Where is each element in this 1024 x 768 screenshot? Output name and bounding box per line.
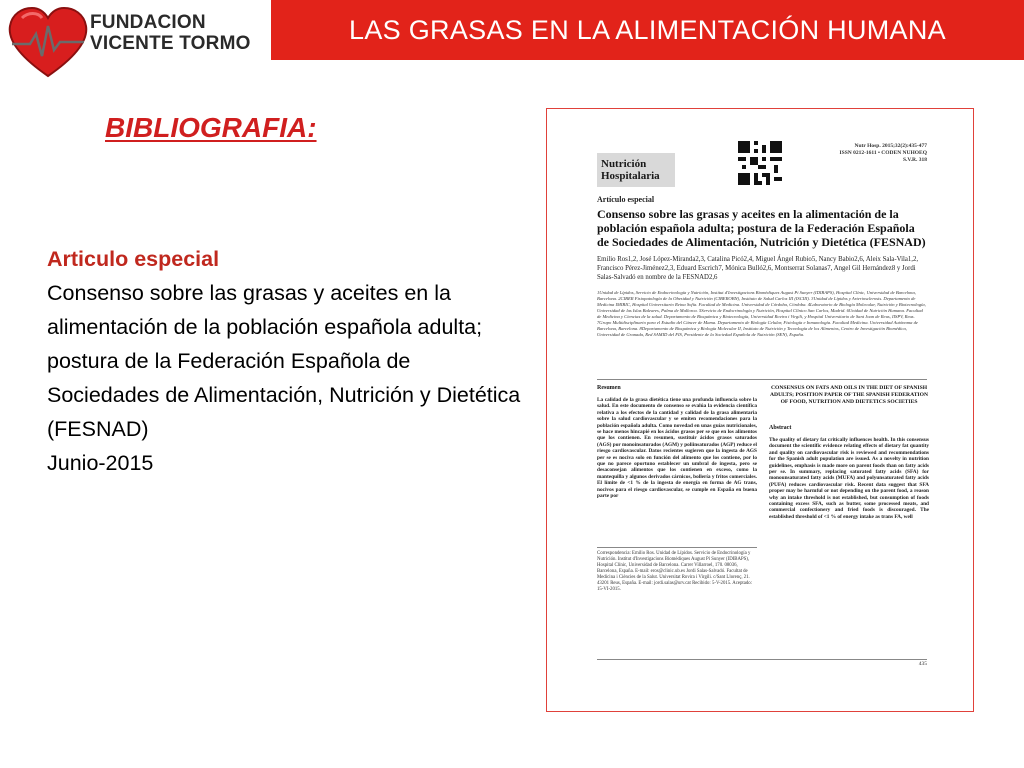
abstract-heading: Abstract [769,425,792,431]
paper-meta-line: S.V.R. 318 [902,157,927,163]
reference-block [47,242,525,480]
qr-code-icon [738,141,782,185]
resumen-text: La calidad de la grasa dietética tiene una profunda influencia sobre la salud. En este documento de consenso se evalúa la evidencia científica relativa a los efectos de la cantidad y calidad de la grasa alimentaria sobre la salud cardiovascular y se emiten recomendaciones para la población española adulta. Como novedad en unas guías nutricionales, se hace menos hincapié en los ácidos grasos per se que en los alimentos que los contienen. En resumen, sustituir ácidos grasos saturados (AGS) por monoinsaturados (AGM) y poliinsaturados (AGP) reduce el riesgo cardiovascular. Datos recientes sugieren que la ingesta de AGS per se es nociva solo en función del alimento que los contiene, por lo que no parece oportuno establecer un umbral de ingesta, pero se desaconsejan alimentos que los contienen en exceso, como la mantequilla y algunos derivados cárnicos, bollería y fritos comerciales. El límite de <1 % de la ingesta de energía en forma de AG trans, nocivos para el riesgo cardiovascular, se cumple en España en buena parte por [597,397,757,500]
logo-text [90,12,251,54]
divider [597,379,927,380]
paper-title: Consenso sobre las grasas y aceites en la alimentación de la población española adulta; postura de la Federación Española de Sociedades de Alimentación, Nutrición y Dietética (FESNAD) [597,207,926,249]
abstract-text: The quality of dietary fat critically influences health. In this consensus document the scientific evidence relating effects of dietary fat quantity and quality on cardiovascular risk is reviewed and recommendations for the Spanish adult population are issued. As a novelty in nutrition guidelines, emphasis is made more on parent foods than on fatty acids per se. In summary, replacing saturated fatty acids (SFA) for monounsaturated fatty acids (MUFA) and polyunsaturated fatty acids (PUFA) reduces cardiovascular risk. Recent data suggest that SFA proper may be harmful or not depending on the parent food, a reason why an intake threshold is not established, but consumption of foods containing excess SFA, such as butter, some processed meats, and commercial confectionery and fried foods is discouraged. The established threshold of <1 % of energy intake as trans FA, well [769,437,929,520]
journal-logo [597,153,675,187]
correspondence: Correspondencia: Emilio Ros. Unidad de Lípidos. Servicio de Endocrinología y Nutrición. Institut d'Investigacions Biomèdiques August Pi Sunyer (IDIBAPS), Hospital Clínic, Universidad de Barcelona. Carrer Villarroel, 170. 08036, Barcelona, España. E-mail: eros@clinic.ub.es Jordi Salas-Salvadó. Facultat de Medicina i Ciències de la Salut. Universitat Rovira i Virgili. c/Sant Llorenç, 21. 43201 Reus, España. E-mail: jordi.salas@urv.cat Recibido: 5-V-2015. Aceptado: 15-VI-2015. [597,551,752,592]
journal-name-line: Nutrición [601,158,647,170]
journal-name-line: Hospitalaria [601,170,660,182]
paper-thumbnail [546,108,974,712]
paper-affiliations: 1Unidad de Lípidos, Servicio de Endocrinología y Nutrición, Institut d'Investigacions Biomèdiques August Pi Sunyer (IDIBAPS), Hospital Clínic, Universidad de Barcelona, Barcelona. 2CIBER Fisiopatología de la Obesidad y Nutrición (CIBEROBN), Instituto de Salud Carlos III (ISCIII). 3Unidad de Lípidos y Arteriosclerosis. Departamento de Medicina IMIBIC, Hospital Universitario Reina Sofía. Facultad de Medicina. Universidad de Córdoba, Córdoba. 4Laboratorio de Biología Molecular, Nutrición y Biotecnología, Universidad de las Islas Baleares, Palma de Mallorca. 5Servicio de Endocrinología y Nutrición, Hospital Clínico San Carlos, Madrid. 6Unidad de Nutrición Humana. Facultad de Medicina y Ciencias de la salud. Departamento de Bioquímica y Biotecnología, Universidad Rovira i Virgili, y Hospital Universitario de Sant Joan de Reus, IISPV, Reus. 7Grupo Multidisciplinario para el Estudio del Cáncer de Mama. Departamento de Biología Celular, Fisiología e Inmunología. Facultad Medicina. Universidad Autónoma de Barcelona, Barcelona. 8Departamento de Bioquímica y Biología Molecular II, Instituto de Nutrición y Tecnología de los Alimentos, Centro de Investigación Biomédica, Universidad de Granada, Red SAMID del FIS, Presidente de la Sociedad Española de Nutrición (SEN), España. [597,290,926,337]
logo-line-2: VICENTE TORMO [90,33,251,54]
consensus-title: CONSENSUS ON FATS AND OILS IN THE DIET OF SPANISH ADULTS; POSITION PAPER OF THE SPANISH FEDERATION OF FOOD, NUTRITION AND DIETETICS SOCIETIES [770,385,928,405]
resumen-heading: Resumen [597,385,621,391]
divider [597,659,927,660]
paper-meta [840,143,928,164]
paper-authors: Emilio Ros1,2, José López-Miranda2,3, Catalina Picó2,4, Miguel Ángel Rubio5, Nancy Babio2,6, Aleix Sala-Vila1,2, Francisco Pérez-Jiménez2,3, Eduard Escrich7, Mónica Bulló2,6, Montserrat Solanas7, Angel Gil Hernández8 y Jordi Salas-Salvadó en nombre de la FESNAD2,6 [597,256,919,281]
reference-date: Junio-2015 [47,451,154,475]
heart-icon [6,4,90,80]
paper-meta-line: Nutr Hosp. 2015;32(2):435-477 [854,143,927,149]
page-number: 435 [918,661,927,667]
title-bar [271,0,1024,60]
foundation-logo [6,4,266,80]
divider [597,547,757,548]
slide-title: LAS GRASAS EN LA ALIMENTACIÓN HUMANA [349,14,946,45]
reference-body: Consenso sobre las grasas y aceites en la alimentación de la población española adulta; postura de la Federación Española de Sociedades de Alimentación, Nutrición y Dietética (FESNAD) [47,281,521,441]
reference-label: Articulo especial [47,247,220,271]
logo-line-1: FUNDACION [90,12,206,33]
paper-section: Artículo especial [597,195,655,204]
section-heading: BIBLIOGRAFIA: [105,112,317,143]
paper-meta-line: ISSN 0212-1611 • CODEN NUHOEQ [839,150,927,156]
